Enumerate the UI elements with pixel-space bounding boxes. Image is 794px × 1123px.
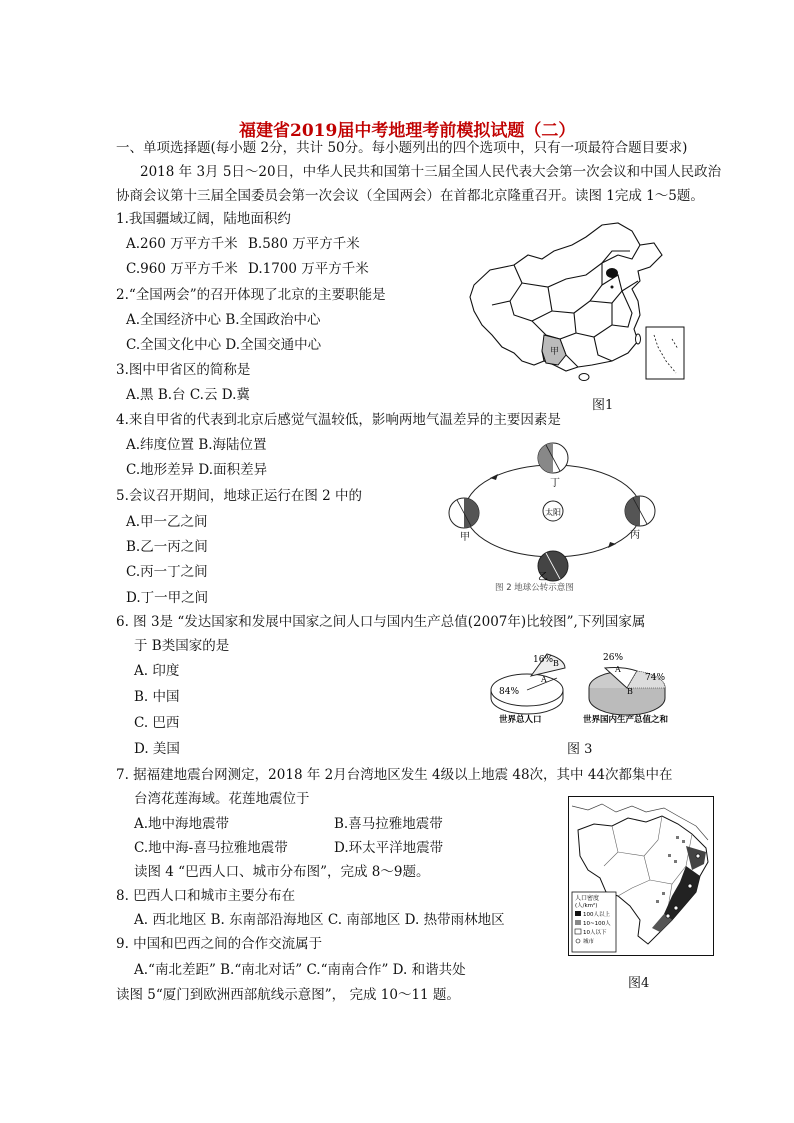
legend-item-2: 10~100人 — [583, 921, 611, 927]
question-8: 8. 巴西人口和城市主要分布在 — [116, 888, 296, 904]
q4-options-ab: A.纬度位置 B.海陆位置 — [126, 437, 267, 453]
question-7-line-2: 台湾花莲海域。花莲地震位于 — [134, 791, 310, 807]
q1-option-c: C.960 万平方千米 — [126, 261, 238, 277]
q9-options: A.“南北差距” B.“南北对话” C.“南南合作” D. 和谐共处 — [134, 962, 466, 978]
pie2-a-letter: A — [615, 665, 621, 674]
pie1-label: 世界总人口 — [499, 715, 542, 725]
read-figure-4: 读图 4 “巴西人口、城市分布图”，完成 8～9题。 — [134, 864, 430, 880]
section-heading: 一、单项选择题(每小题 2分，共计 50分。每小题列出的四个选项中，只有一项最符合题目要求) — [116, 140, 688, 156]
q6-option-a: A. 印度 — [134, 663, 180, 679]
q5-option-d: D.丁一甲之间 — [126, 590, 209, 606]
question-7-line-1: 7. 据福建地震台网测定，2018 年 2月台湾地区发生 4级以上地震 48次，其中 44次都集中在 — [116, 767, 673, 783]
earth-jia — [449, 498, 479, 528]
q7-option-a: A.地中海地震带 — [134, 816, 230, 832]
q4-options-cd: C.地形差异 D.面积差异 — [126, 462, 268, 478]
question-6-line-2: 于 B类国家的是 — [134, 638, 230, 654]
label-jia: 甲 — [550, 347, 560, 357]
beijing-marker — [606, 268, 618, 278]
label-bing: 丙 — [630, 530, 640, 541]
question-6-line-1: 6. 图 3是 “发达国家和发展中国家之间人口与国内生产总值(2007年)比较图”,下列国家属 — [116, 614, 646, 630]
q2-options-cd: C.全国文化中心 D.全国交通中心 — [126, 337, 322, 353]
pie2-b-letter: B — [627, 687, 633, 696]
sun-label: 太阳 — [545, 508, 561, 517]
q7-option-c: C.地中海-喜马拉雅地震带 — [134, 840, 288, 856]
legend-item-4: 城市 — [583, 939, 595, 945]
figure-4-brazil-map — [568, 796, 714, 956]
q6-option-b: B. 中国 — [134, 689, 180, 705]
q1-option-a: A.260 万平方千米 — [126, 236, 238, 252]
question-3: 3.图中甲省区的简称是 — [116, 362, 251, 378]
intro-line-1: 2018 年 3月 5日～20日，中华人民共和国第十三届全国人民代表大会第一次会议和中国人民政治 — [140, 164, 722, 180]
question-5: 5.会议召开期间，地球正运行在图 2 中的 — [116, 488, 363, 504]
legend-unit: (人/km²) — [575, 903, 598, 909]
pie1-a-value: 84% — [499, 687, 520, 697]
pie2-a-value: 26% — [603, 653, 624, 663]
question-2: 2.“全国两会”的召开体现了北京的主要职能是 — [116, 287, 386, 303]
figure-4-caption: 图4 — [628, 976, 650, 991]
pie2-label: 世界国内生产总值之和 — [583, 715, 669, 725]
question-4: 4.来自甲省的代表到北京后感觉气温较低，影响两地气温差异的主要因素是 — [116, 412, 561, 428]
pie1-a-letter: A — [541, 675, 547, 684]
q5-option-b: B.乙一丙之间 — [126, 539, 208, 555]
legend-item-3: 10人以下 — [583, 930, 607, 936]
earth-bing — [625, 496, 655, 526]
legend-item-1: 100人以上 — [583, 912, 610, 918]
legend-title: 人口密度 — [575, 895, 600, 902]
figure-3-caption: 图 3 — [567, 742, 593, 757]
pie1-b-value: 16% — [533, 655, 554, 665]
question-9: 9. 中国和巴西之间的合作交流属于 — [116, 936, 323, 952]
q7-option-b: B.喜马拉雅地震带 — [334, 816, 443, 832]
q8-options: A. 西北地区 B. 东南部沿海地区 C. 南部地区 D. 热带雨林地区 — [134, 912, 505, 928]
q5-option-c: C.丙一丁之间 — [126, 564, 208, 580]
intro-line-2: 协商会议第十三届全国委员会第一次会议（全国两会）在首都北京隆重召开。读图 1完成 1～5题。 — [116, 188, 704, 204]
figure-2-caption: 图 2 地球公转示意图 — [495, 583, 574, 593]
earth-ding — [538, 443, 568, 473]
question-1: 1.我国疆域辽阔，陆地面积约 — [116, 211, 291, 227]
figure-3-pie-comparison — [487, 648, 692, 730]
page-title: 福建省2019届中考地理考前模拟试题（二） — [239, 121, 576, 141]
q7-option-d: D.环太平洋地震带 — [334, 840, 444, 856]
pie2-b-value: 74% — [645, 673, 666, 683]
q1-option-b: B.580 万平方千米 — [248, 236, 360, 252]
south-china-sea-inset — [646, 327, 684, 379]
china-outline — [470, 223, 662, 371]
label-jia: 甲 — [460, 532, 470, 543]
q6-option-c: C. 巴西 — [134, 715, 180, 731]
q1-option-d: D.1700 万平方千米 — [248, 261, 369, 277]
q6-option-d: D. 美国 — [134, 741, 180, 757]
figure-1-caption: 图1 — [592, 398, 614, 413]
pie1-b-letter: B — [553, 659, 559, 668]
q5-option-a: A.甲一乙之间 — [126, 514, 208, 530]
figure-2-earth-revolution — [450, 438, 665, 593]
read-figure-5: 读图 5“厦门到欧洲西部航线示意图”， 完成 10～11 题。 — [116, 987, 460, 1003]
label-ding: 丁 — [550, 478, 560, 489]
label-yi: 乙 — [538, 572, 548, 583]
figure-1-china-map — [462, 215, 692, 390]
q2-options-ab: A.全国经济中心 B.全国政治中心 — [126, 312, 321, 328]
q3-options: A.黑 B.台 C.云 D.冀 — [126, 387, 250, 403]
